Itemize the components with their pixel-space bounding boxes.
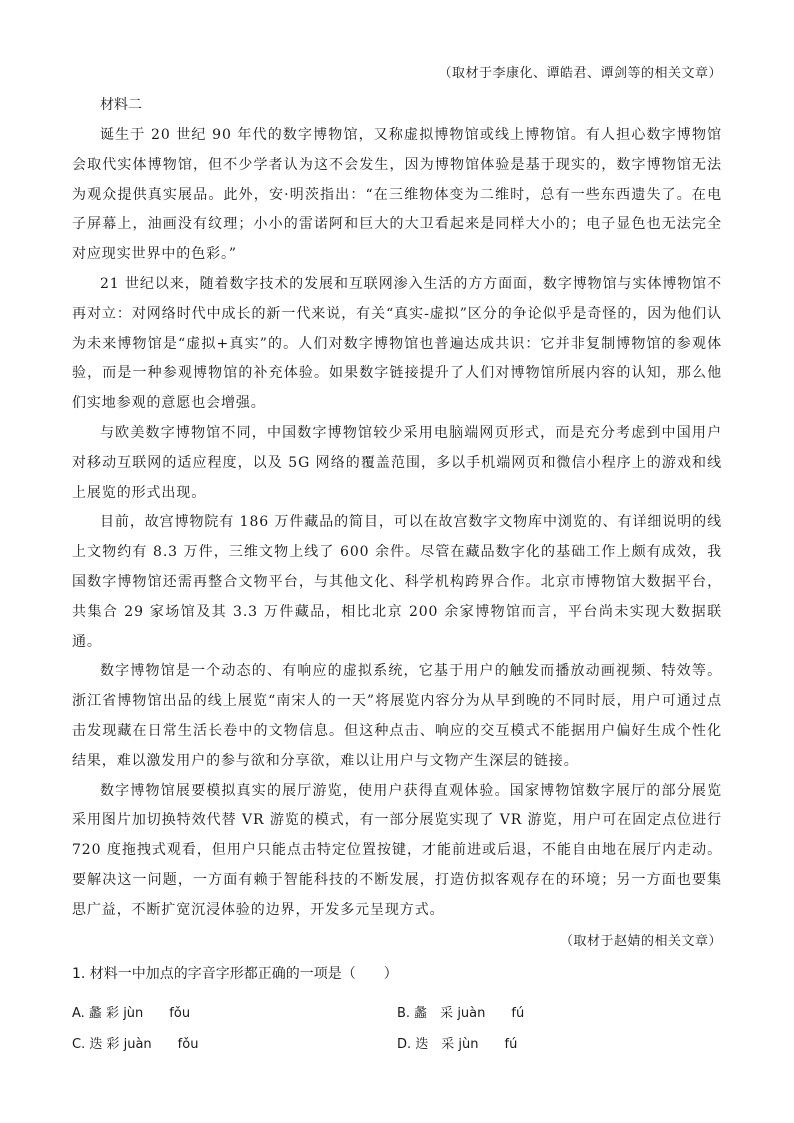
source-citation-top: （取材于李康化、谭皓君、谭剑等的相关文章） [438,66,722,81]
material-title: 材料二 [100,97,142,113]
question-1: 1. 材料一中加点的字音字形都正确的一项是（ ） [72,965,398,982]
options-row-2 [72,1027,722,1058]
paragraph-4: 目前，故宫博物院有 186 万件藏品的简目，可以在故宫数字文物库中浏览的、有详细说明的线上文物约有 8.3 万件，三维文物上线了 600 余件。尽管在藏品数字化的基础工作上颇有成效，我国数字博物馆还需再整合文物平台，与其他文化、科学机构跨界合作。北京市博物馆大数据平台，共集合 29 家场馆及其 3.3 万件藏品，相比北京 200 余家博物馆而言，平台尚未实现大数据联通。 [72,514,722,650]
option-c[interactable]: C. 迭 彩 juàn fǒu [72,1036,199,1052]
answer-options [72,996,722,1058]
paragraph-1: 诞生于 20 世纪 90 年代的数字博物馆，又称虚拟博物馆或线上博物馆。有人担心数字博物馆会取代实体博物馆，但不少学者认为这不会发生，因为博物馆体验是基于现实的，数字博物馆无法为观众提供真实展品。此外，安·明茨指出：“在三维物体变为二维时，总有一些东西遗失了。在电子屏幕上，油画没有纹理；小小的雷诺阿和巨大的大卫看起来是同样大小的；电子显色也无法完全对应现实世界中的色彩。” [72,127,722,263]
paragraph-2: 21 世纪以来，随着数字技术的发展和互联网渗入生活的方方面面，数字博物馆与实体博物馆不再对立：对网络时代中成长的新一代来说，有关“真实-虚拟”区分的争论似乎是奇怪的，因为他们认为未来博物馆是“虚拟+真实”的。人们对数字博物馆也普遍达成共识：它并非复制博物馆的参观体验，而是一种参观博物馆的补充体验。如果数字链接提升了人们对博物馆所展内容的认知，那么他们实地参观的意愿也会增强。 [72,275,722,412]
options-row-1 [72,996,722,1027]
option-d[interactable]: D. 迭 采 jùn fú [397,1036,518,1052]
paragraph-3: 与欧美数字博物馆不同，中国数字博物馆较少采用电脑端网页形式，而是充分考虑到中国用户对移动互联网的适应程度，以及 5G 网络的覆盖范围，多以手机端网页和微信小程序上的游戏和线上展览的形式出现。 [72,424,722,501]
option-a[interactable]: A. 蠡 彩 jùn fǒu [72,1005,191,1021]
paragraph-6: 数字博物馆展要模拟真实的展厅游览，使用户获得直观体验。国家博物馆数字展厅的部分展览采用图片加切换特效代替 VR 游览的模式，有一部分展览实现了 VR 游览，用户可在固定点位进行 720 度拖拽式观看，但用户只能点击特定位置按键，才能前进或后退，不能自由地在展厅内走动。要解决这一问题，一方面有赖于智能科技的不断发展，打造仿拟客观存在的环境；另一方面也要集思广益，不断扩宽沉浸体验的边界，开发多元呈现方式。 [72,782,722,918]
paragraph-5: 数字博物馆是一个动态的、有响应的虚拟系统，它基于用户的触发而播放动画视频、特效等。浙江省博物馆出品的线上展览“南宋人的一天”将展览内容分为从早到晚的不同时辰，用户可通过点击发现藏在日常生活长卷中的文物信息。但这种点击、响应的交互模式不能据用户偏好生成个性化结果，难以激发用户的参与欲和分享欲，难以让用户与文物产生深层的链接。 [72,663,722,769]
document-page [72,64,722,1058]
option-b[interactable]: B. 蠡 采 juàn fú [397,1005,525,1021]
source-citation-bottom: （取材于赵婧的相关文章） [559,933,722,949]
